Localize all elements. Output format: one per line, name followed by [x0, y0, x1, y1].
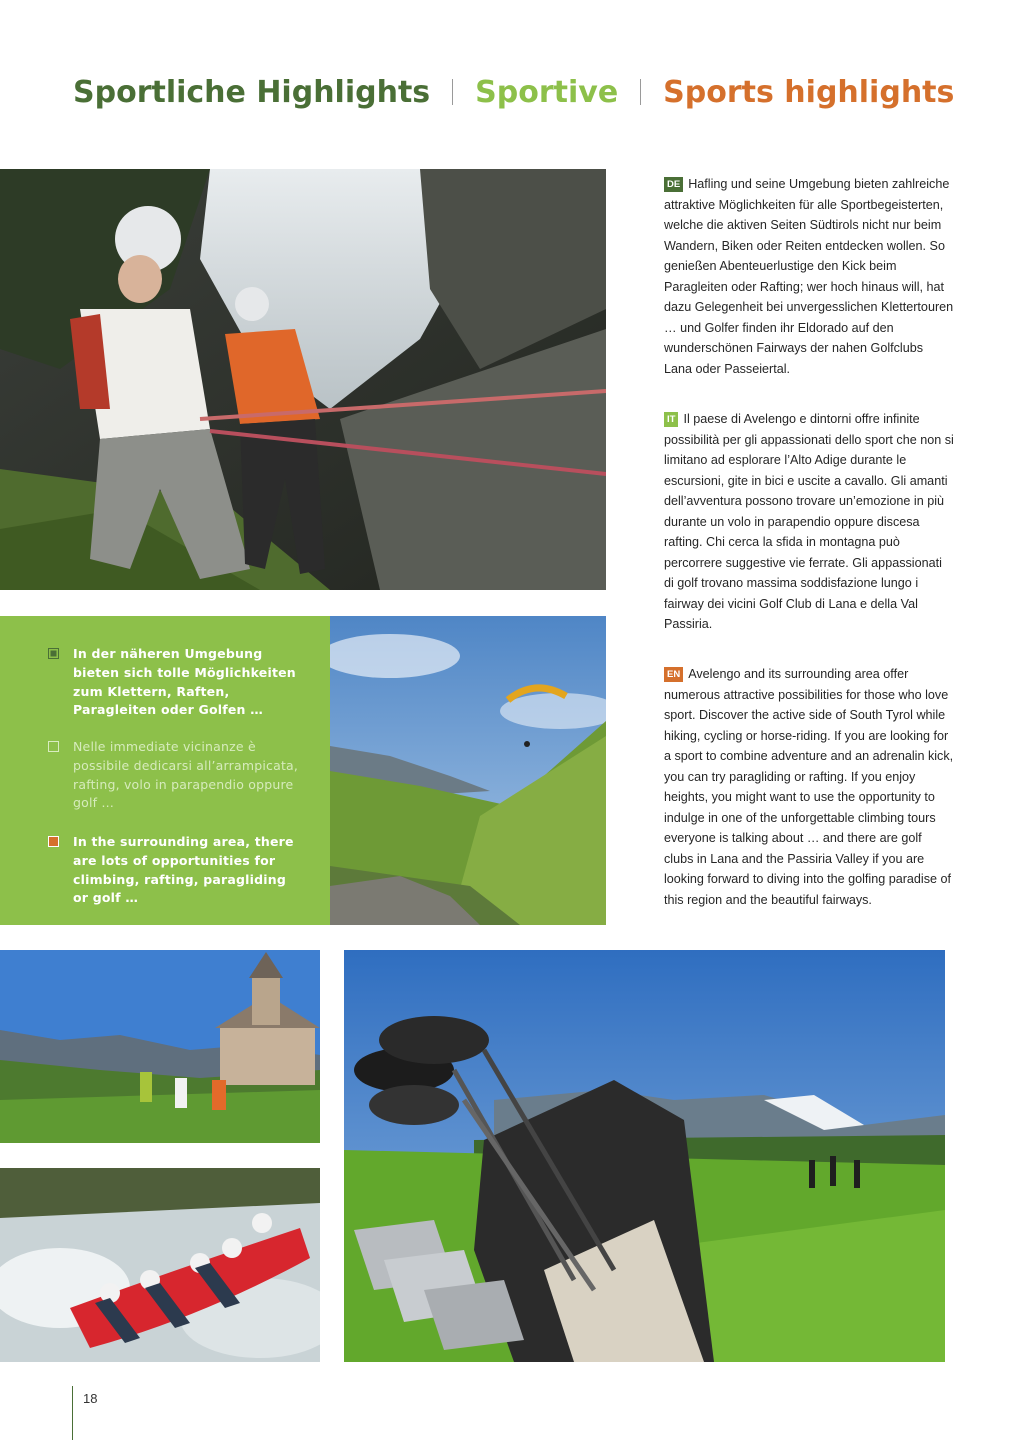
- language-badge-de: DE: [664, 177, 683, 192]
- square-bullet-icon: [48, 648, 59, 659]
- body-text-english: [664, 664, 954, 910]
- title-german: Sportliche Highlights: [73, 74, 431, 110]
- title-divider: [640, 79, 641, 105]
- page-title: [73, 70, 954, 114]
- paragraph-english: Avelengo and its surrounding area offer numerous attractive possibilities for those who love sport. Discover the active side of South Tyrol while hiking, cycling or horse-riding. If you are looking for a sport to combine adventure and an adrenalin kick, you can try paragliding or rafting. If you enjoy heights, you might want to use the opportunity to indulge in one of the unforgettable climbing tours everyone is talking about … and there are golf clubs in Lana and the Passiria Valley if you are looking forward to diving into the golfing paradise of this region and the beautiful fairways.: [664, 667, 954, 907]
- page-number: 18: [83, 1391, 98, 1406]
- square-bullet-icon: [48, 836, 59, 847]
- highlights-box: [0, 616, 330, 925]
- paragraph-italian: Il paese di Avelengo e dintorni offre infinite possibilità per gli appassionati dello sport che non si limitano ad esplorare l’Alto Adige durante le escursioni, gite in bici e uscite a cavallo. Gli amanti dell’avventura possono trovare un’emozione in più durante un volo in parapendio oppure discesa rafting. Chi cerca la sfida in montagna può percorrere suggestive vie ferrate. Gli appassionati di golf trovano massima soddisfazione lungo i fairway dei vicini Golf Club di Lana e della Val Passiria.: [664, 412, 954, 631]
- bullet-text-english: In the surrounding area, there are lots of opportunities for climbing, rafting, paragliding or golf …: [73, 834, 294, 906]
- body-text-german: [664, 174, 954, 379]
- language-badge-en: EN: [664, 667, 683, 682]
- hiking-photo: [0, 950, 320, 1143]
- climbing-photo: [0, 169, 606, 590]
- paragraph-german: Hafling und seine Umgebung bieten zahlreiche attraktive Möglichkeiten für alle Sportbegeisterten, welche die aktiven Seiten Südtirols nicht nur beim Wandern, Biken oder Reiten entdecken wollen. So genießen Abenteuerlustige den Kick beim Paragleiten oder Rafting; wer hoch hinaus will, hat dazu Gelegenheit bei unvergesslichen Klettertouren … und Golfer finden ihr Eldorado auf den wunderschönen Fairways der nahen Golfclubs Lana oder Passeiertal.: [664, 177, 954, 376]
- title-divider: [452, 79, 453, 105]
- square-bullet-icon: [48, 741, 59, 752]
- bullet-english: [48, 833, 303, 908]
- title-english: Sports highlights: [663, 74, 955, 110]
- bullet-text-german: In der näheren Umgebung bieten sich tolle Möglichkeiten zum Klettern, Raften, Paragleiten oder Golfen …: [73, 646, 296, 718]
- bullet-italian: [48, 738, 311, 813]
- rafting-photo: [0, 1168, 320, 1362]
- bullet-german: [48, 645, 303, 720]
- language-badge-it: IT: [664, 412, 678, 427]
- bullet-text-italian: Nelle immediate vicinanze è possibile dedicarsi all’arrampicata, rafting, volo in parapendio oppure golf …: [73, 739, 299, 811]
- page-number-rule: [72, 1386, 73, 1440]
- golf-photo: [344, 950, 945, 1362]
- body-text-italian: [664, 409, 954, 635]
- title-italian: Sportive: [475, 74, 619, 110]
- paragliding-photo: [330, 616, 606, 925]
